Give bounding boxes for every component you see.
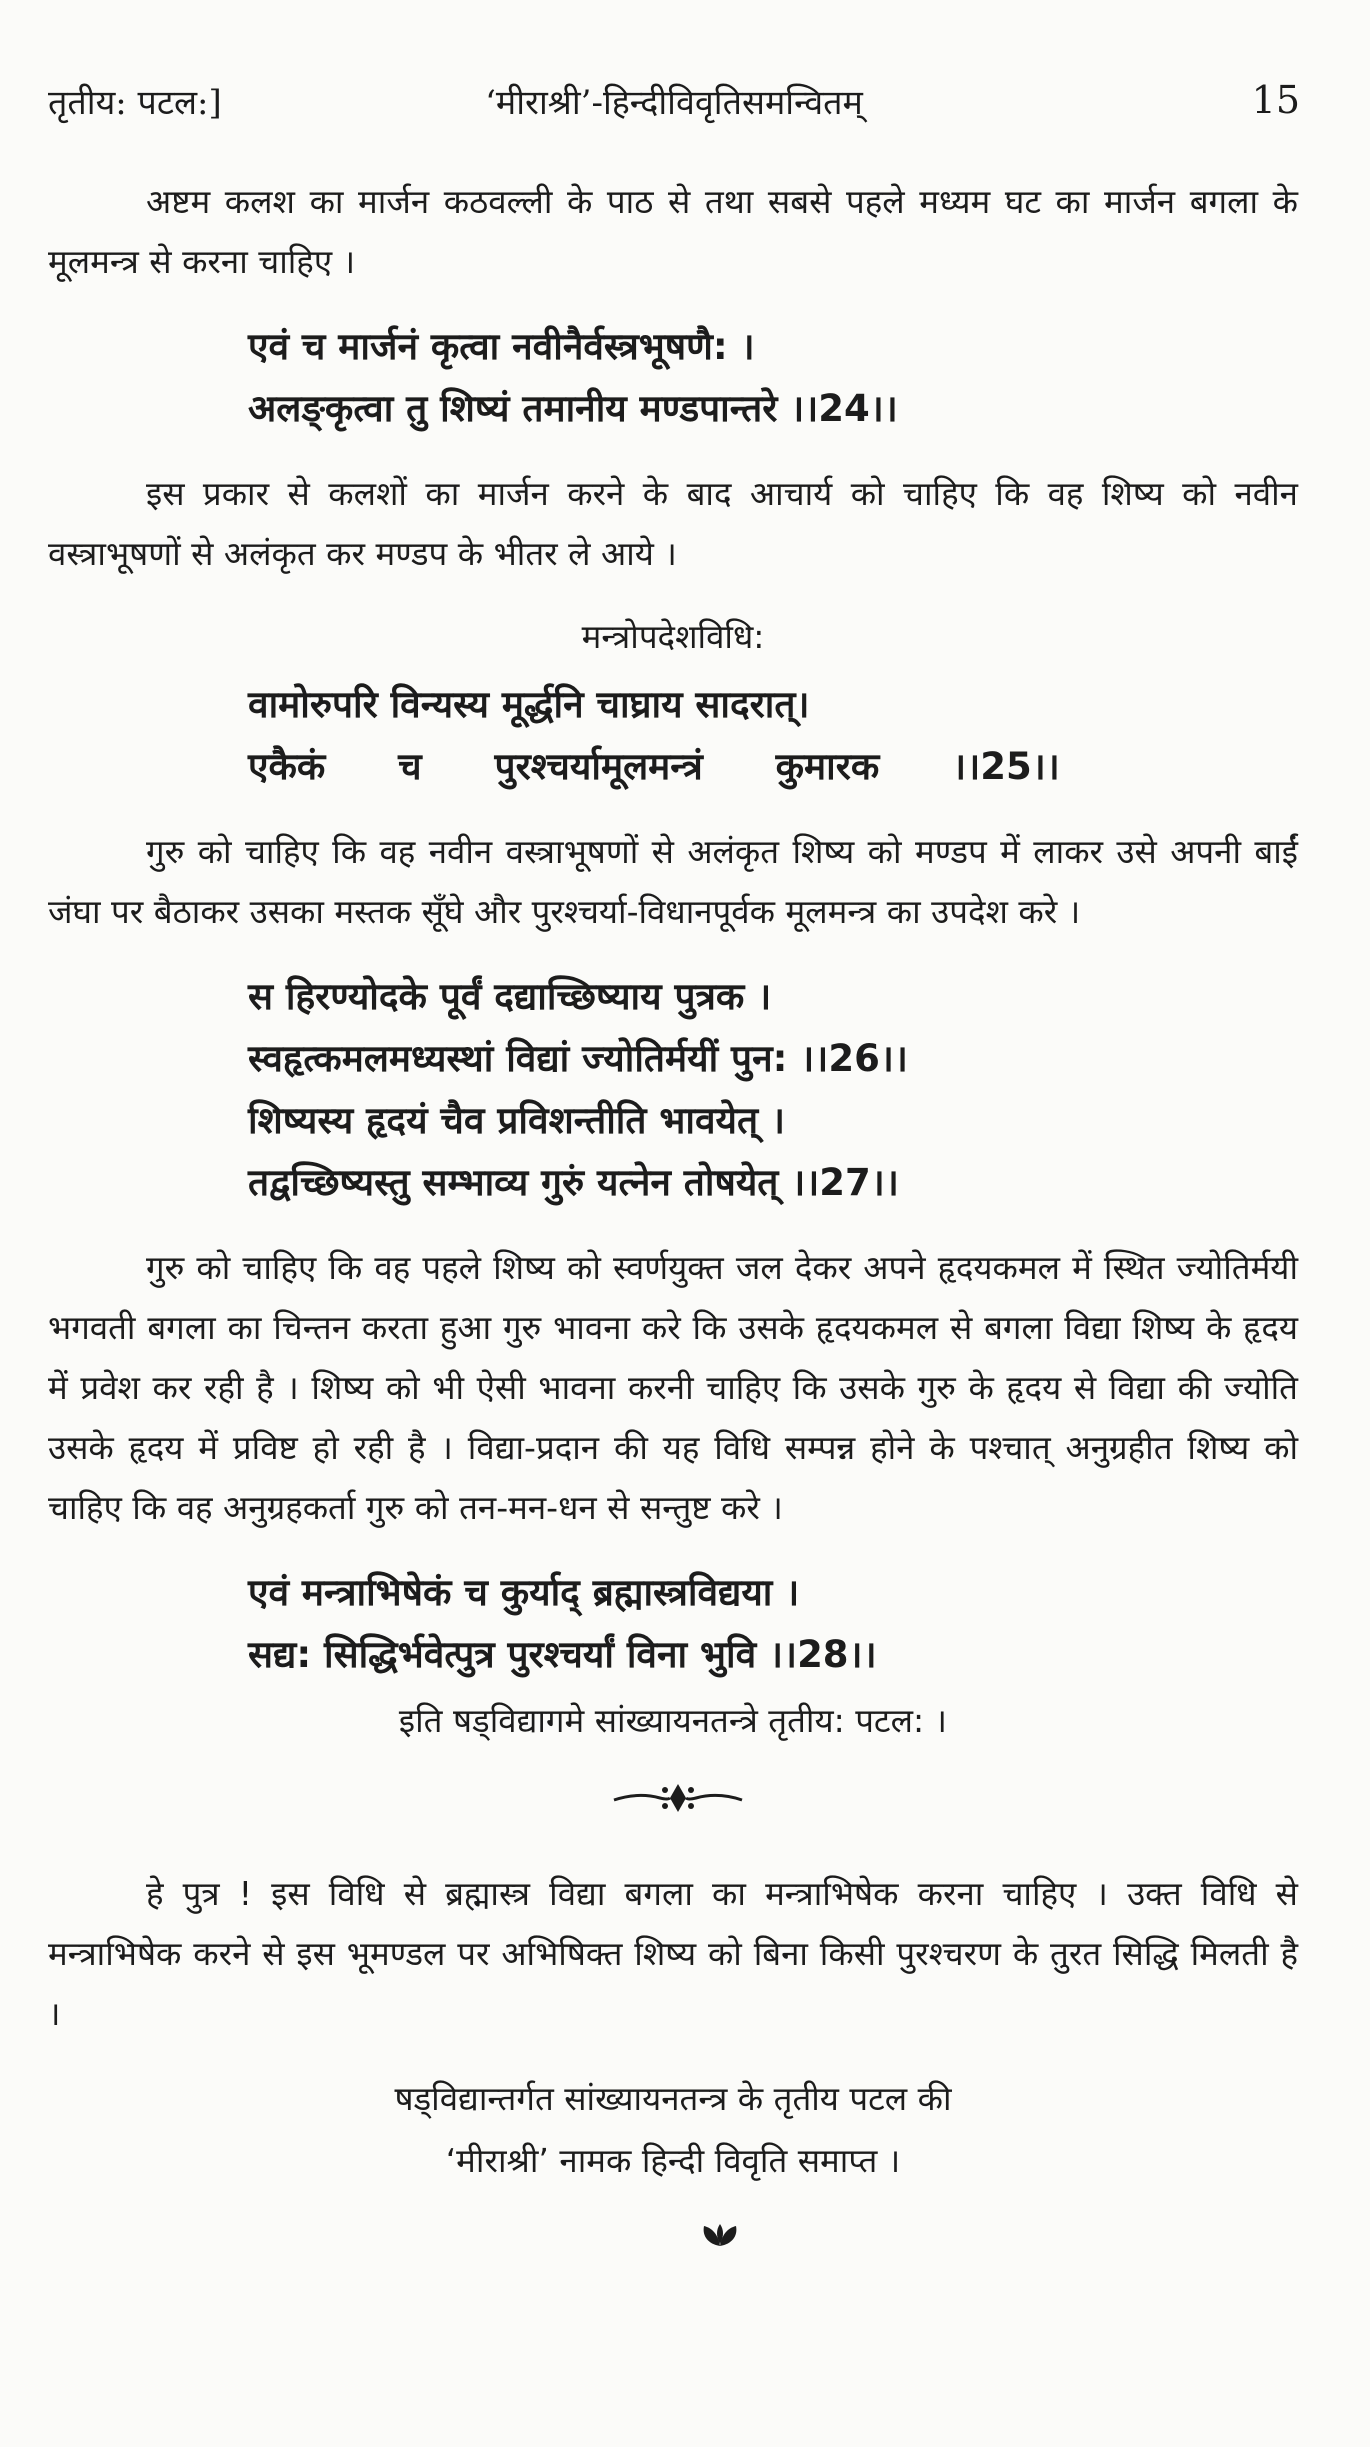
verse-line: वामोरुपरि विन्यस्य मूर्द्धनि चाघ्राय सादरात्।: [248, 683, 810, 726]
end-ornament: [48, 2212, 1298, 2272]
section-heading: मन्त्रोपदेशविधि:: [581, 617, 765, 656]
commentary-paragraph-2: इस प्रकार से कलशों का मार्जन करने के बाद आचार्य को चाहिए कि वह शिष्य को नवीन वस्त्राभूषणों से अलंकृत कर मण्डप के भीतर ले आये ।: [48, 474, 1298, 573]
verse-line: अलङ्कृत्वा तु शिष्यं तमानीय मण्डपान्तरे ।।24।।: [248, 387, 898, 430]
running-header: [48, 78, 1300, 130]
commentary-paragraph-1: अष्टम कलश का मार्जन कठवल्ली के पाठ से तथा सबसे पहले मध्यम घट का मार्जन बगला के मूलमन्त्र से करना चाहिए ।: [48, 182, 1298, 281]
verse-line: एवं च मार्जनं कृत्वा नवीनैर्वस्त्रभूषणै: ।: [248, 325, 755, 368]
closing-line: षड्विद्यान्तर्गत सांख्यायनतन्त्र के तृतीय पटल की: [394, 2079, 952, 2118]
chapter-colophon: इति षड्विद्यागमे सांख्यायनतन्त्रे तृतीय: पटल: ।: [398, 1701, 948, 1740]
verse-line: स हिरण्योदके पूर्वं दद्याच्छिष्याय पुत्रक ।: [248, 975, 772, 1018]
commentary-paragraph-3: गुरु को चाहिए कि वह नवीन वस्त्राभूषणों से अलंकृत शिष्य को मण्डप में लाकर उसे अपनी बाईं जंघा पर बैठाकर उसका मस्तक सूँघे और पुरश्चर्या-विधानपूर्वक मूलमन्त्र का उपदेश करे ।: [48, 832, 1298, 931]
verse-line: तद्वच्छिष्यस्तु सम्भाव्य गुरुं यत्नेन तोषयेत् ।।27।।: [248, 1161, 899, 1204]
lotus-ornament-icon: [700, 2222, 740, 2248]
page-number: 15: [1251, 78, 1300, 122]
verse-line: सद्य: सिद्धिर्भवेत्पुत्र पुरश्चर्यां विना भुवि ।।28।।: [248, 1633, 877, 1676]
verse-line: स्वहृत्कमलमध्यस्थां विद्यां ज्योतिर्मयीं पुन: ।।26।।: [248, 1037, 908, 1080]
header-title: ‘मीराश्री’-हिन्दीविवृतिसमन्वितम्: [485, 83, 863, 123]
closing-line: ‘मीराश्री’ नामक हिन्दी विवृति समाप्त ।: [445, 2141, 901, 2180]
divider-ornament-icon: [608, 1778, 748, 1818]
page-body: [48, 172, 1298, 2272]
commentary-paragraph-5: हे पुत्र ! इस विधि से ब्रह्मास्त्र विद्या बगला का मन्त्राभिषेक करना चाहिए । उक्त विधि से मन्त्राभिषेक करने से इस भूमण्डल पर अभिषिक्त शिष्य को बिना किसी पुरश्चरण के तुरत सिद्धि मिलती है ।: [48, 1874, 1298, 2033]
verse-28: [48, 1562, 1298, 1686]
verse-24: [48, 316, 1298, 440]
verse-25: [48, 674, 1298, 798]
verse-26-27: [48, 966, 1298, 1214]
closing-colophon: [48, 2068, 1298, 2192]
ornamental-divider: [48, 1774, 1298, 1834]
verse-line: शिष्यस्य हृदयं चैव प्रविशन्तीति भावयेत् ।: [248, 1099, 785, 1142]
verse-line: एकैकं च पुरश्चर्यामूलमन्त्रं कुमारक ।।25।।: [248, 745, 1060, 788]
commentary-paragraph-4: गुरु को चाहिए कि वह पहले शिष्य को स्वर्णयुक्त जल देकर अपने हृदयकमल में स्थित ज्योतिर्मयी भगवती बगला का चिन्तन करता हुआ गुरु भावना करे कि उसके हृदयकमल से बगला विद्या शिष्य के हृदय में प्रवेश कर रही है । शिष्य को भी ऐसी भावना करनी चाहिए कि उसके गुरु के हृदय से विद्या की ज्योति उसके हृदय में प्रविष्ट हो रही है । विद्या-प्रदान की यह विधि सम्पन्न होने के पश्चात् अनुग्रहीत शिष्य को चाहिए कि वह अनुग्रहकर्ता गुरु को तन-मन-धन से सन्तुष्ट करे ।: [48, 1248, 1298, 1527]
verse-line: एवं मन्त्राभिषेकं च कुर्याद् ब्रह्मास्त्रविद्यया ।: [248, 1571, 800, 1614]
header-chapter: तृतीय: पटल:]: [48, 83, 222, 123]
